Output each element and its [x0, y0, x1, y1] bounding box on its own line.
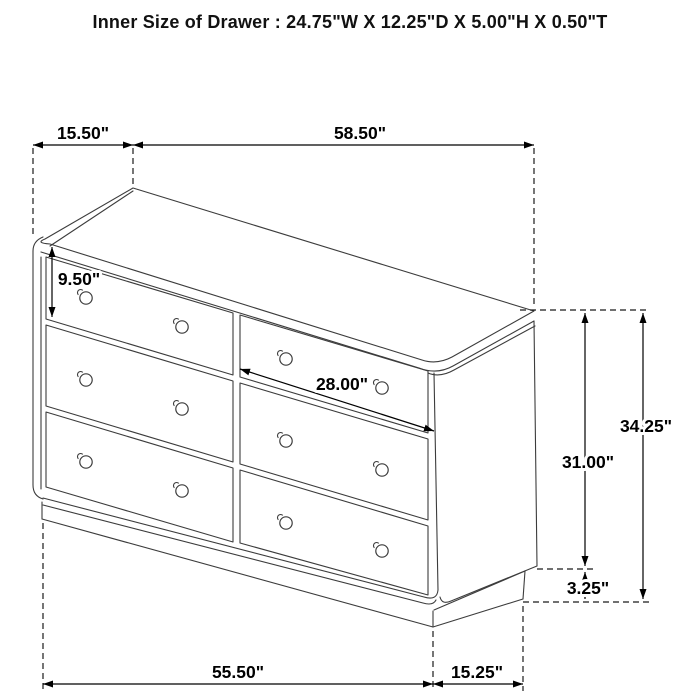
drawer-knob [277, 350, 292, 365]
dresser-side-panel [440, 321, 537, 602]
dim-overall-height-label: 34.25" [619, 416, 673, 436]
dim-side-depth-label: 15.25" [450, 662, 504, 682]
drawer-knob [373, 542, 388, 557]
drawer-knob [173, 482, 188, 497]
dim-base-height-label: 3.25" [566, 578, 610, 598]
drawer-knob [277, 432, 292, 447]
dim-front-width-label: 55.50" [211, 662, 265, 682]
drawer-knob [77, 289, 92, 304]
dresser-drawing [33, 188, 537, 627]
dim-top-width-label: 58.50" [333, 123, 387, 143]
dim-body-height-label: 31.00" [561, 452, 615, 472]
drawer-knob [173, 400, 188, 415]
dim-drawer-height-label: 9.50" [57, 269, 101, 289]
drawer-knob [77, 371, 92, 386]
dimension-labels [57, 123, 672, 682]
drawer-knob [373, 379, 388, 394]
drawer-front-panel [240, 470, 428, 595]
drawer-front-panel [46, 325, 233, 462]
dimension-annotations [33, 123, 672, 691]
drawer-knob [277, 514, 292, 529]
drawer-knob [373, 461, 388, 476]
dim-top-depth-label: 15.50" [56, 123, 110, 143]
dresser-top-surface [41, 188, 535, 375]
diagram-title: Inner Size of Drawer : 24.75"W X 12.25"D X 5.00"H X 0.50"T [92, 12, 608, 32]
dresser-base-plinth [42, 502, 525, 627]
drawer-front-panel [240, 383, 428, 520]
drawer-front-panel [46, 412, 233, 542]
drawer-knob [173, 318, 188, 333]
dim-drawer-width-label: 28.00" [315, 374, 369, 394]
drawer-fronts [46, 257, 428, 595]
dimension-lines [33, 145, 643, 684]
dresser-left-edge [33, 237, 43, 499]
extension-lines [33, 148, 649, 691]
drawer-knob [77, 453, 92, 468]
